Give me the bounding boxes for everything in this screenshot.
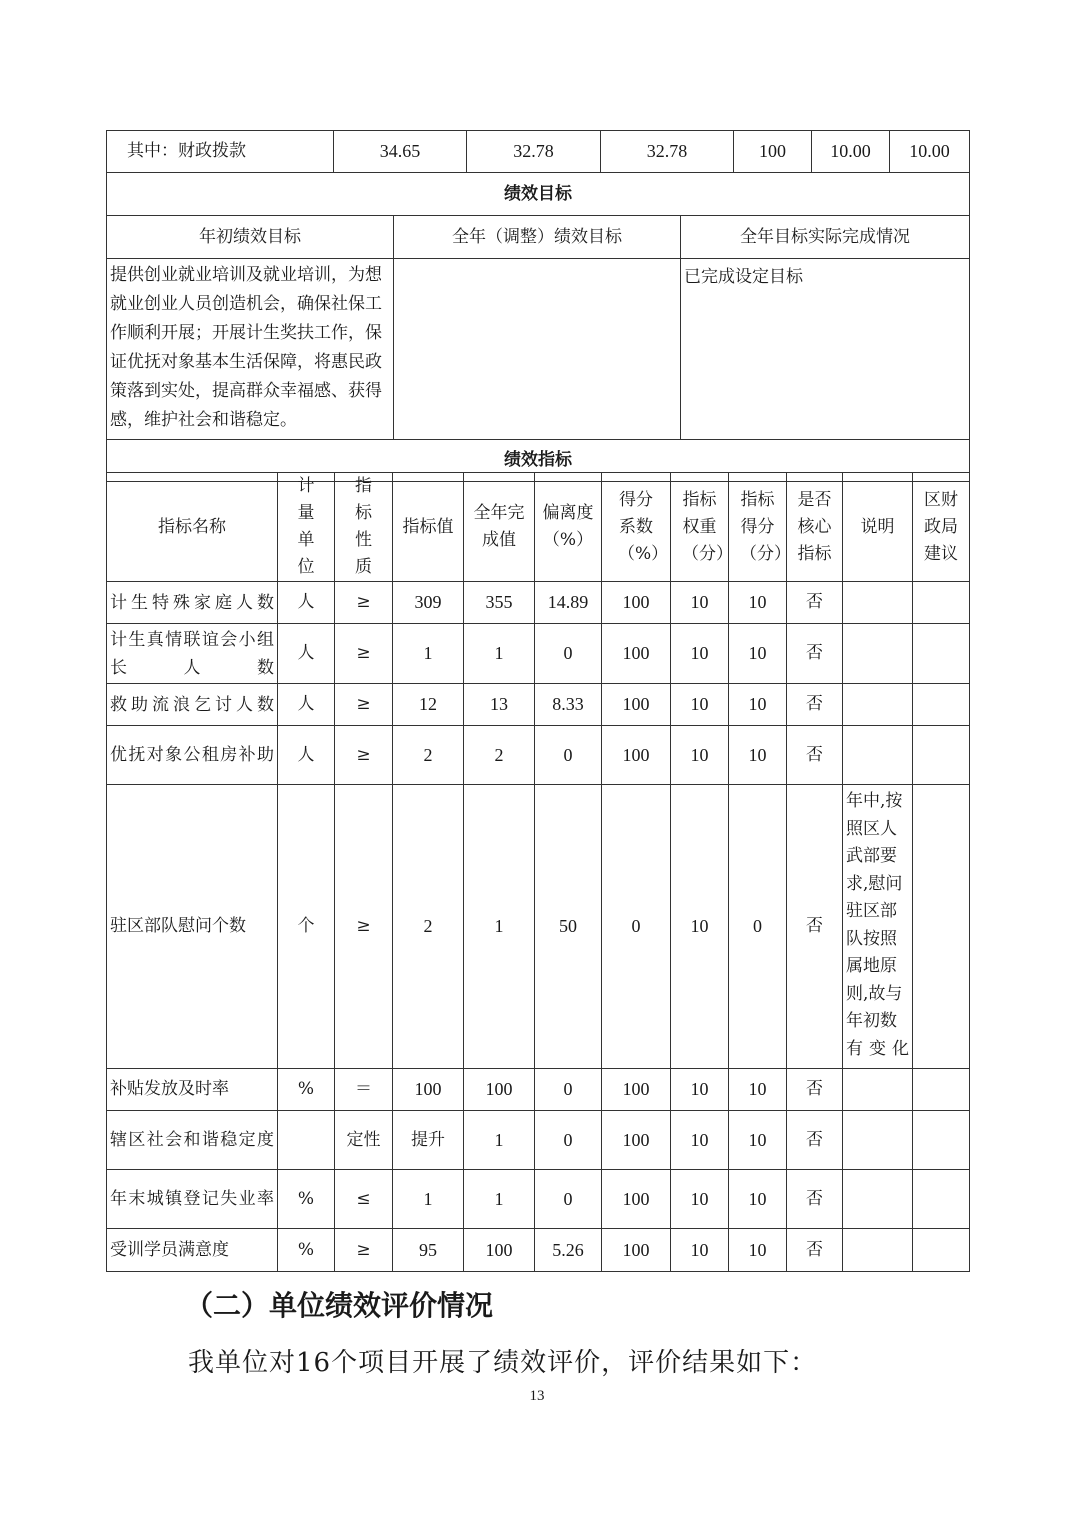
indicator-deviation: 0 <box>535 1111 602 1170</box>
indicator-weight: 10 <box>671 1069 729 1111</box>
indicator-name: 优抚对象公租房补助 <box>107 726 278 785</box>
indicator-unit: 人 <box>278 684 335 726</box>
indicator-deviation: 0 <box>535 1069 602 1111</box>
indicator-advice <box>913 726 970 785</box>
indicator-name: 驻区部队慰问个数 <box>107 785 278 1069</box>
indicator-core: 否 <box>787 785 843 1069</box>
indicator-target: 1 <box>393 624 464 684</box>
goals-table <box>106 172 970 482</box>
indicator-actual: 355 <box>464 582 535 624</box>
indicator-weight: 10 <box>671 582 729 624</box>
funding-value-6: 10.00 <box>890 131 970 173</box>
table-row <box>107 624 970 684</box>
header-core: 是否核心指标 <box>787 473 843 582</box>
indicator-deviation: 0 <box>535 624 602 684</box>
goals-col-actual: 全年目标实际完成情况 <box>681 216 970 259</box>
indicator-name: 受训学员满意度 <box>107 1229 278 1272</box>
indicator-note <box>843 1229 913 1272</box>
funding-table <box>106 130 970 173</box>
header-actual: 全年完成值 <box>464 473 535 582</box>
indicator-advice <box>913 582 970 624</box>
indicator-coef: 100 <box>602 726 671 785</box>
section-heading: （二）单位绩效评价情况 <box>185 1289 494 1322</box>
indicator-weight: 10 <box>671 726 729 785</box>
indicator-target: 95 <box>393 1229 464 1272</box>
indicator-name: 年末城镇登记失业率 <box>107 1170 278 1229</box>
indicator-core: 否 <box>787 1111 843 1170</box>
indicator-name: 计生特殊家庭人数 <box>107 582 278 624</box>
indicator-coef: 100 <box>602 1229 671 1272</box>
indicator-coef: 0 <box>602 785 671 1069</box>
indicator-actual: 1 <box>464 785 535 1069</box>
indicator-nature: 定性 <box>335 1111 393 1170</box>
indicator-advice <box>913 624 970 684</box>
indicators-section-title: 绩效指标 <box>107 440 970 482</box>
indicator-weight: 10 <box>671 1111 729 1170</box>
funding-value-2: 32.78 <box>467 131 601 173</box>
table-row <box>107 1229 970 1272</box>
indicator-actual: 13 <box>464 684 535 726</box>
indicator-nature: ≥ <box>335 624 393 684</box>
goals-section-title: 绩效目标 <box>107 173 970 216</box>
indicator-coef: 100 <box>602 624 671 684</box>
indicator-note <box>843 624 913 684</box>
indicator-advice <box>913 785 970 1069</box>
indicator-deviation: 5.26 <box>535 1229 602 1272</box>
indicator-score: 10 <box>729 1111 787 1170</box>
funding-value-4: 100 <box>734 131 812 173</box>
funding-value-1: 34.65 <box>334 131 467 173</box>
indicator-coef: 100 <box>602 1069 671 1111</box>
indicator-nature: ≥ <box>335 785 393 1069</box>
indicator-coef: 100 <box>602 1170 671 1229</box>
indicator-weight: 10 <box>671 624 729 684</box>
indicator-target: 12 <box>393 684 464 726</box>
indicators-header-row <box>107 473 970 582</box>
header-name: 指标名称 <box>107 473 278 582</box>
indicator-nature: ≥ <box>335 582 393 624</box>
header-nature: 指标性质 <box>335 473 393 582</box>
indicator-advice <box>913 1111 970 1170</box>
header-note: 说明 <box>843 473 913 582</box>
table-row <box>107 684 970 726</box>
indicator-score: 10 <box>729 624 787 684</box>
indicator-actual: 100 <box>464 1229 535 1272</box>
indicator-weight: 10 <box>671 785 729 1069</box>
indicator-coef: 100 <box>602 1111 671 1170</box>
indicator-unit: % <box>278 1170 335 1229</box>
goals-initial-text: 提供创业就业培训及就业培训，为想就业创业人员创造机会，确保社保工作顺利开展；开展计生奖扶工作，保证优抚对象基本生活保障，将惠民政策落到实处，提高群众幸福感、获得感，维护社会和谐稳定。 <box>107 259 394 440</box>
indicator-actual: 1 <box>464 1111 535 1170</box>
indicator-weight: 10 <box>671 1229 729 1272</box>
indicator-coef: 100 <box>602 684 671 726</box>
indicator-deviation: 0 <box>535 726 602 785</box>
page-number: 13 <box>529 1388 545 1404</box>
table-row <box>107 785 970 1069</box>
indicator-target: 2 <box>393 726 464 785</box>
indicator-target: 309 <box>393 582 464 624</box>
header-unit: 计量单位 <box>278 473 335 582</box>
indicator-target: 1 <box>393 1170 464 1229</box>
header-weight: 指标权重（分） <box>671 473 729 582</box>
indicator-note <box>843 684 913 726</box>
indicator-score: 10 <box>729 1229 787 1272</box>
indicator-actual: 1 <box>464 624 535 684</box>
indicators-table <box>106 472 970 1272</box>
indicator-actual: 100 <box>464 1069 535 1111</box>
indicator-deviation: 0 <box>535 1170 602 1229</box>
indicator-name: 补贴发放及时率 <box>107 1069 278 1111</box>
indicator-unit <box>278 1111 335 1170</box>
indicator-unit: % <box>278 1069 335 1111</box>
indicator-score: 10 <box>729 684 787 726</box>
funding-value-3: 32.78 <box>601 131 734 173</box>
indicator-core: 否 <box>787 624 843 684</box>
goals-actual-text: 已完成设定目标 <box>681 259 970 440</box>
indicator-target: 2 <box>393 785 464 1069</box>
header-coef: 得分系数（%） <box>602 473 671 582</box>
goals-adjusted-text <box>394 259 681 440</box>
paragraph: 我单位对16个项目开展了绩效评价，评价结果如下： <box>188 1348 818 1378</box>
indicator-core: 否 <box>787 726 843 785</box>
header-deviation: 偏离度（%） <box>535 473 602 582</box>
indicator-nature: ＝ <box>335 1069 393 1111</box>
indicator-nature: ≤ <box>335 1170 393 1229</box>
indicator-note <box>843 582 913 624</box>
indicator-advice <box>913 1170 970 1229</box>
indicator-name: 辖区社会和谐稳定度 <box>107 1111 278 1170</box>
header-score: 指标得分（分） <box>729 473 787 582</box>
indicator-nature: ≥ <box>335 1229 393 1272</box>
table-row <box>107 1170 970 1229</box>
indicator-weight: 10 <box>671 684 729 726</box>
indicator-core: 否 <box>787 582 843 624</box>
indicator-deviation: 8.33 <box>535 684 602 726</box>
indicator-unit: 个 <box>278 785 335 1069</box>
indicator-coef: 100 <box>602 582 671 624</box>
indicator-deviation: 14.89 <box>535 582 602 624</box>
indicator-note <box>843 1170 913 1229</box>
indicator-unit: % <box>278 1229 335 1272</box>
indicator-actual: 1 <box>464 1170 535 1229</box>
indicator-name: 救助流浪乞讨人数 <box>107 684 278 726</box>
indicator-name: 计生真情联谊会小组长人数 <box>107 624 278 684</box>
indicator-unit: 人 <box>278 624 335 684</box>
indicator-core: 否 <box>787 1069 843 1111</box>
indicator-note <box>843 726 913 785</box>
indicator-deviation: 50 <box>535 785 602 1069</box>
indicator-score: 10 <box>729 582 787 624</box>
indicator-unit: 人 <box>278 726 335 785</box>
table-row <box>107 1111 970 1170</box>
indicator-actual: 2 <box>464 726 535 785</box>
header-target: 指标值 <box>393 473 464 582</box>
indicator-score: 0 <box>729 785 787 1069</box>
funding-value-5: 10.00 <box>812 131 890 173</box>
indicator-score: 10 <box>729 1069 787 1111</box>
goals-col-adjusted: 全年（调整）绩效目标 <box>394 216 681 259</box>
indicator-nature: ≥ <box>335 726 393 785</box>
funding-row <box>107 131 970 173</box>
table-row <box>107 726 970 785</box>
indicator-core: 否 <box>787 1170 843 1229</box>
indicator-score: 10 <box>729 1170 787 1229</box>
goals-col-initial: 年初绩效目标 <box>107 216 394 259</box>
indicator-core: 否 <box>787 1229 843 1272</box>
indicator-advice <box>913 1069 970 1111</box>
indicator-target: 100 <box>393 1069 464 1111</box>
table-row <box>107 582 970 624</box>
indicator-core: 否 <box>787 684 843 726</box>
header-advice: 区财政局建议 <box>913 473 970 582</box>
indicator-score: 10 <box>729 726 787 785</box>
indicator-advice <box>913 1229 970 1272</box>
indicator-note <box>843 1069 913 1111</box>
indicator-weight: 10 <box>671 1170 729 1229</box>
indicator-note <box>843 1111 913 1170</box>
indicator-target: 提升 <box>393 1111 464 1170</box>
funding-label: 其中：财政拨款 <box>107 131 334 173</box>
table-row <box>107 1069 970 1111</box>
indicator-note: 年中,按照区人武部要求,慰问驻区部队按照属地原则,故与年初数有变化 <box>843 785 913 1069</box>
indicator-nature: ≥ <box>335 684 393 726</box>
indicator-advice <box>913 684 970 726</box>
indicator-unit: 人 <box>278 582 335 624</box>
